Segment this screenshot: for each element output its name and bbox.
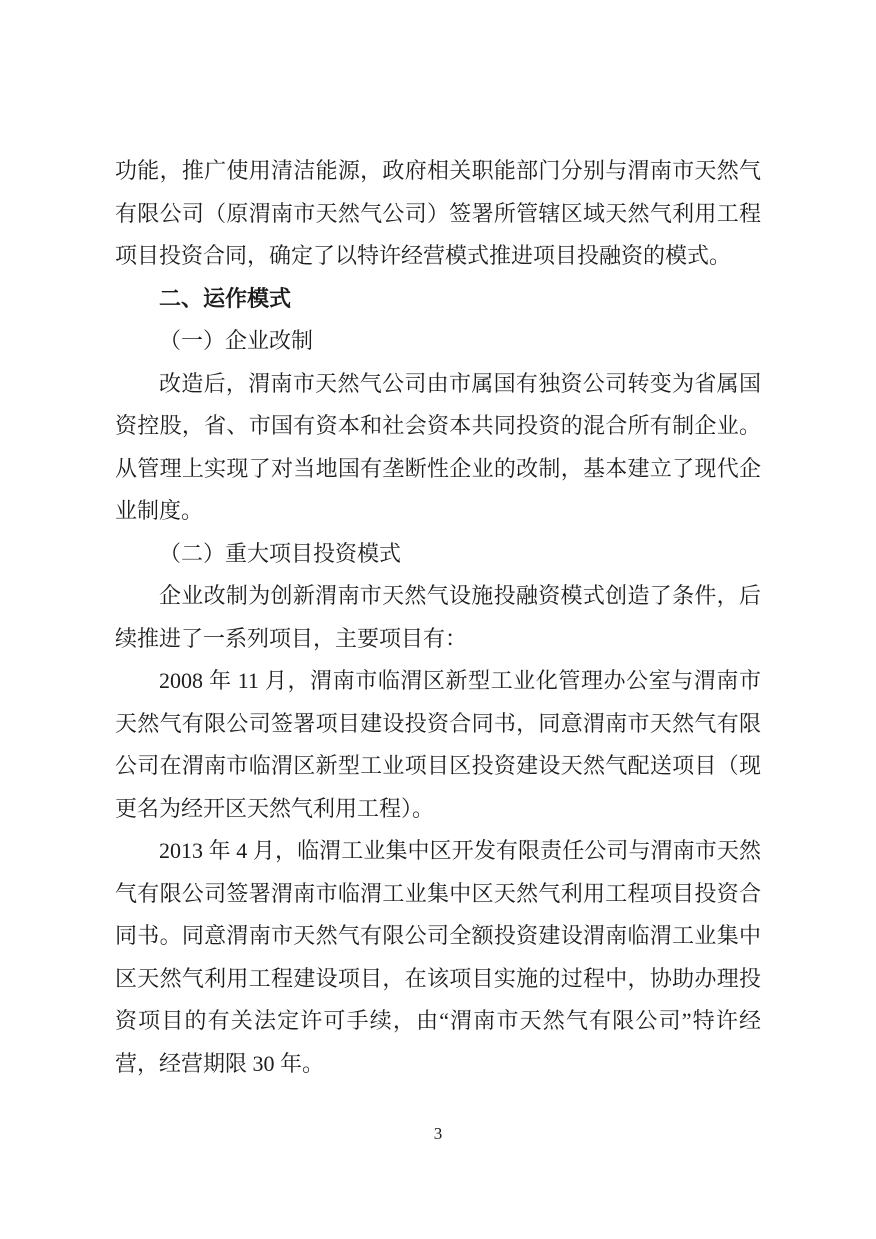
section-heading: （一）企业改制 [159, 328, 314, 353]
body-paragraph: 2013 年 4 月，临渭工业集中区开发有限责任公司与渭南市天然气有限公司签署渭南市临渭工业集中区天然气利用工程项目投资合同书。同意渭南市天然气有限公司全额投资建设渭南临渭工业集中区天然气利用工程建设项目，在该项目实施的过程中，协助办理投资项目的有关法定许可手续，由“渭南市天然气有限公司”特许经营，经营期限 30 年。 [115, 838, 761, 1076]
document-body [115, 150, 761, 1085]
body-paragraph: 企业改制为创新渭南市天然气设施投融资模式创造了条件，后续推进了一系列项目，主要项目有： [115, 583, 761, 651]
section-heading: （二）重大项目投资模式 [159, 540, 402, 566]
page-number: 3 [433, 1124, 443, 1143]
section-heading: 二、运作模式 [159, 285, 292, 311]
body-paragraph: 改造后，渭南市天然气公司由市属国有独资公司转变为省属国资控股，省、市国有资本和社会资本共同投资的混合所有制企业。从管理上实现了对当地国有垄断性企业的改制，基本建立了现代企业制度。 [115, 370, 761, 523]
body-paragraph: 功能，推广使用清洁能源，政府相关职能部门分别与渭南市天然气有限公司（原渭南市天然气公司）签署所管辖区域天然气利用工程项目投资合同，确定了以特许经营模式推进项目投融资的模式。 [115, 158, 761, 268]
body-paragraph: 2008 年 11 月，渭南市临渭区新型工业化管理办公室与渭南市天然气有限公司签署项目建设投资合同书，同意渭南市天然气有限公司在渭南市临渭区新型工业项目区投资建设天然气配送项目（现更名为经开区天然气利用工程）。 [115, 668, 761, 821]
